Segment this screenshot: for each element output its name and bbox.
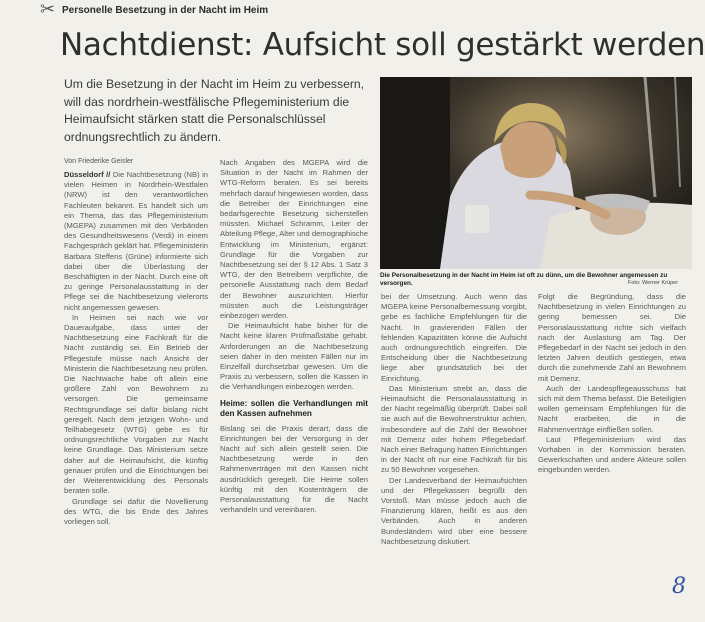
article-lead: Um die Besetzung in der Nacht im Heim zu verbessern, will das nordrhein-westfälische Pflegeministerium die Heimaufsicht stärken statt die Personalschlüssel ordnungsrechtlich zu ändern. — [64, 77, 365, 144]
photo-caption: Die Personalbesetzung in der Nacht im Heim ist oft zu dünn, um die Bewohner angemessen zu versorgen. — [380, 272, 668, 287]
column-4-paragraph-3: Laut Pflegeministerium wird das Vorhaben in der Kommission beraten. Gewerkschaften und andere Akteure sollen eingebunden werden. — [538, 434, 686, 475]
column-1-paragraph-1: Die Nachtbesetzung (NB) in vielen Heimen in Nordrhein-Westfalen (NRW) ist den verantwortlichen Fachleuten bekannt. Es handelt sich um ein Thema, das das Pflegeministerium (MGEPA) zusammen mit den Verbänden des Gesundheitswesens (Verdi) in einem Fachgespräch geklärt hat. Pflegeministerin Barbara Steffens (Grüne) informierte sich dabei über die Überlastung der Beschäftigten in der Nacht. Durch eine oft zu geringe Personalausstattung in der Pflege sei die Nachtbesetzung vielerorts nicht angemessen gewesen. — [64, 170, 208, 312]
nurse-with-patient-image — [380, 77, 692, 269]
dateline: Düsseldorf // — [64, 170, 111, 179]
article-headline: Nachtdienst: Aufsicht soll gestärkt werden — [60, 27, 705, 63]
column-2-paragraph-2: Die Heimaufsicht habe bisher für die Nacht keine klaren Prüfmaßstäbe gehabt. Anforderungen an die Nachtbesetzung seien daher in den meisten Fällen nur im Einzelfall durchsetzbar gewesen. Um die Praxis zu verbessern, sollen die Kassen in die Verhandlungen einbezogen werden. — [220, 321, 368, 392]
column-3-paragraph-3: Der Landesverband der Heimaufsichten und der Pflegekassen begrüßt den Vorstoß. Man müsse jedoch auch die Finanzierung klären, heißt es aus den Verbänden. Auch in anderen Bundesländern wird über eine bessere Nachtbesetzung diskutiert. — [381, 475, 527, 546]
column-1-paragraph-3: Grundlage sei dafür die Novellierung des WTG, die bis Ende des Jahres vorliegen soll. — [64, 496, 208, 526]
photo-credit: Foto: Werner Krüper — [628, 280, 679, 286]
column-4-paragraph-2: Auch der Landespflegeausschuss hat sich mit dem Thema befasst. Die Beteiligten wollen gemeinsam Empfehlungen für die Nacht erarbeiten, die in die Rahmenverträge einfließen sollen. — [538, 383, 686, 434]
article-kicker: Personelle Besetzung in der Nacht im Heim — [62, 5, 269, 16]
article-author: Von Friederike Geisler — [64, 158, 134, 165]
column-2 — [220, 158, 368, 610]
column-3-paragraph-2: Das Ministerium strebt an, dass die Heimaufsicht die Personalausstattung in der Nacht regelmäßig überprüft. Dabei soll sie auch auf die Bewohnerstruktur achten, insbesondere auf die Zahl der Bewohner mit Demenz oder hohem Pflegebedarf. Nach einer Befragung hatten Einrichtungen in der Nacht oft nur eine Fachkraft für bis zu 50 Bewohner vorgesehen. — [381, 383, 527, 475]
article-photo — [380, 77, 692, 269]
column-1 — [64, 170, 208, 610]
scissors-icon: ✂ — [40, 0, 56, 19]
column-1-paragraph-2: In Heimen sei nach wie vor Daueraufgabe, dass unter der Nachtbesetzung eine Fachkraft für die Nacht zuständig sei. Ein Betrieb der Pflegestufe müsse nach Ansicht der Ministerin die Nachtbesetzung neu prüfen. Die Nachtwache habe oft allein eine größere Zahl von Bewohnern zu versorgen. Die gemeinsame Rechtsgrundlage sei dafür bislang nicht geregelt. Nach dem jetzigen Wohn- und Teilhabegesetz (WTG) gebe es für ordnungsrechtliche Vorgaben zur Nacht keine Grundlage. Das Ministerium setze daher auf die Heimaufsicht, die künftig genauer prüfen und die Einrichtungen bei der Weiterentwicklung des Personals beraten solle. — [64, 312, 208, 496]
column-4-paragraph-1: Folgt die Begründung, dass die Nachtbesetzung in vielen Einrichtungen zu gering bemessen sei. Die Personalausstattung richte sich vielfach nach der Auslastung am Tag. Der Pflegebedarf in der Nacht sei jedoch in den letzten Jahren deutlich gestiegen, etwa durch die zunehmende Zahl an Bewohnern mit Demenz. — [538, 292, 686, 383]
column-2-paragraph-1: Nach Angaben des MGEPA wird die Situation in der Nacht im Rahmen der WTG-Reform beraten. Es sei bereits mehrfach darauf hingewiesen worden, dass die Betreiber der Einrichtungen eine bedarfsgerechte Besetzung sicherstellen müssten. Michael Schramm, Leiter der Abteilung Pflege, Alter und demographische Entwicklung im Ministerium, ergänzt: Grundlage für die Vorgaben zur Nachtbesetzung sei der § 12 Abs. 1 Satz 3 WTG, der den Betreibern verpflichte, die personelle Ausstattung nach dem Bedarf der Bewohner auszurichten. Hierfür müssten auch die Leistungsträger einbezogen werden. — [220, 158, 368, 321]
page-number: 8 — [672, 574, 686, 599]
subheading: Heime: sollen die Verhandlungen mit den Kassen aufnehmen — [220, 398, 368, 419]
column-4 — [538, 292, 686, 588]
column-3 — [381, 292, 527, 610]
column-2-paragraph-3: Bislang sei die Praxis derart, dass die Einrichtungen bei der Versorgung in der Nacht auf sich allein gestellt seien. Die Nachtbesetzung werde in den Rahmenverträgen mit den Kassen nicht ausdrücklich geregelt. Die Heime sollen künftig mit den Kostenträgern die Personalausstattung für die Nacht verhandeln und vereinbaren. — [220, 423, 368, 515]
column-3-paragraph-1: bei der Umsetzung. Auch wenn das MGEPA keine Personalbemessung vorgibt, gebe es fachliche Empfehlungen für die Nacht. In gravierenden Fällen der fehlenden Kapazitäten könne die Aufsicht auch ordnungsrechtlich eingreifen. Die Entscheidung über die Nachtbesetzung liege aber grundsätzlich bei der Einrichtung. — [381, 292, 527, 383]
